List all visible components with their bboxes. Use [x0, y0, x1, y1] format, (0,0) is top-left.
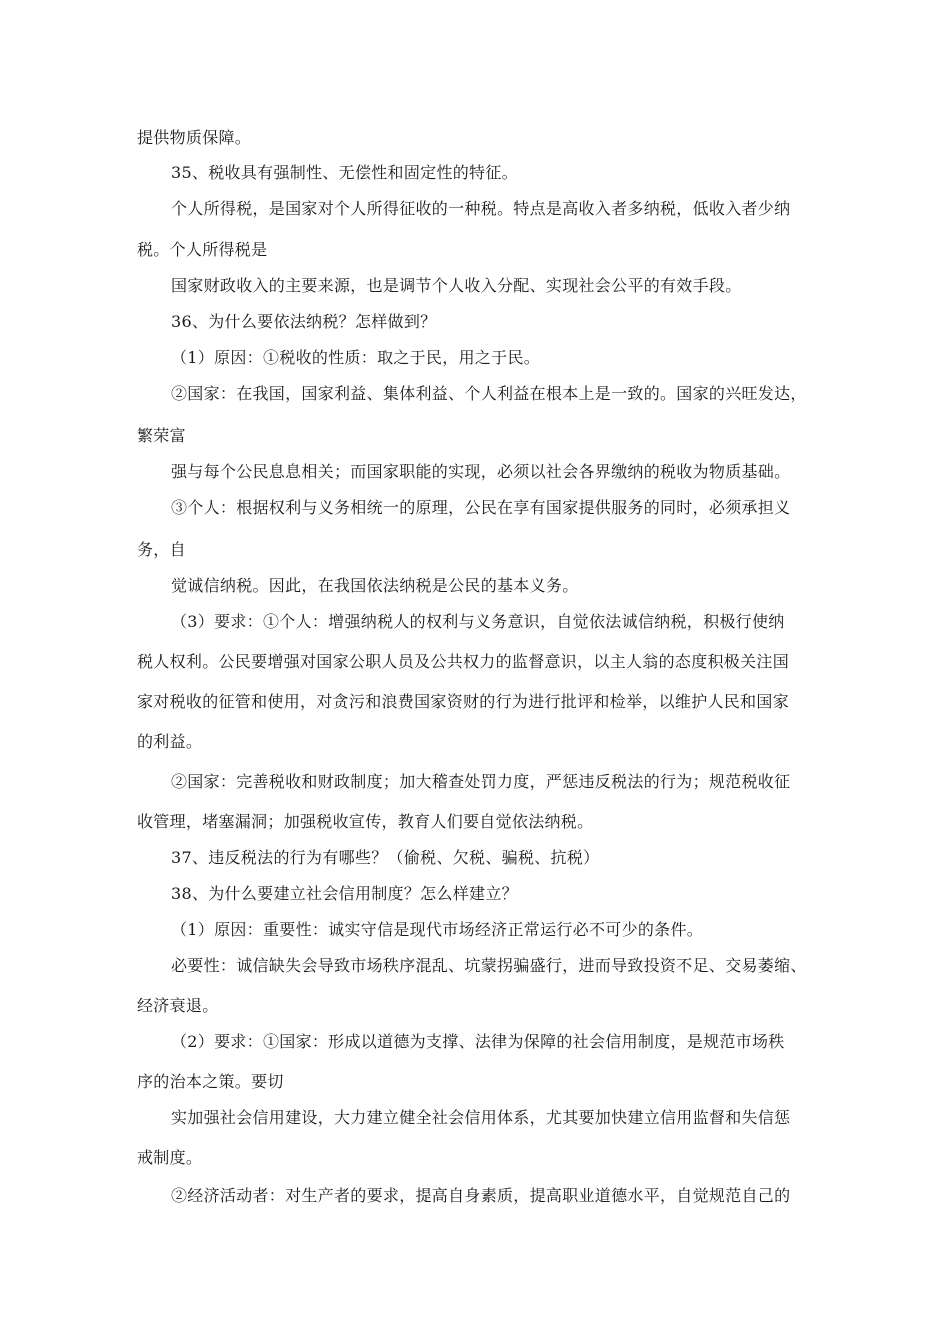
text-line: 繁荣富 [137, 426, 186, 445]
text-line: 35、税收具有强制性、无偿性和固定性的特征。 [171, 163, 518, 182]
text-line: 税。个人所得税是 [137, 240, 268, 259]
text-line: ②经济活动者：对生产者的要求，提高自身素质，提高职业道德水平，自觉规范自己的 [171, 1186, 791, 1205]
text-line: 37、违反税法的行为有哪些？（偷税、欠税、骗税、抗税） [171, 848, 600, 867]
text-line: 税人权利。公民要增强对国家公职人员及公共权力的监督意识，以主人翁的态度积极关注国 [137, 652, 790, 671]
text-line: 序的治本之策。要切 [137, 1072, 284, 1091]
text-line: （2）要求：①国家：形成以道德为支撑、法律为保障的社会信用制度，是规范市场秩 [171, 1032, 785, 1051]
text-line: ②国家：完善税收和财政制度；加大稽查处罚力度，严惩违反税法的行为；规范税收征 [171, 772, 791, 791]
text-line: 强与每个公民息息相关；而国家职能的实现，必须以社会各界缴纳的税收为物质基础。 [171, 462, 791, 481]
text-line: 提供物质保障。 [137, 128, 252, 147]
text-line: 38、为什么要建立社会信用制度？怎么样建立？ [171, 884, 518, 903]
text-line: （3）要求：①个人：增强纳税人的权利与义务意识，自觉依法诚信纳税，积极行使纳 [171, 612, 785, 631]
text-line: 务，自 [137, 540, 186, 559]
text-line: 的利益。 [137, 732, 203, 751]
text-line: 个人所得税，是国家对个人所得征收的一种税。特点是高收入者多纳税，低收入者少纳 [171, 199, 791, 218]
text-line: 36、为什么要依法纳税？怎样做到？ [171, 312, 437, 331]
text-line: 收管理，堵塞漏洞；加强税收宣传，教育人们要自觉依法纳税。 [137, 812, 594, 831]
text-line: 必要性：诚信缺失会导致市场秩序混乱、坑蒙拐骗盛行，进而导致投资不足、交易萎缩、 [171, 956, 807, 975]
text-line: （1）原因：①税收的性质：取之于民，用之于民。 [171, 348, 541, 367]
text-line: 实加强社会信用建设，大力建立健全社会信用体系，尤其要加快建立信用监督和失信惩 [171, 1108, 791, 1127]
text-line: 经济衰退。 [137, 996, 219, 1015]
text-line: ②国家：在我国，国家利益、集体利益、个人利益在根本上是一致的。国家的兴旺发达， [171, 384, 807, 403]
text-line: 国家财政收入的主要来源，也是调节个人收入分配、实现社会公平的有效手段。 [171, 276, 742, 295]
text-line: 戒制度。 [137, 1148, 203, 1167]
text-line: （1）原因：重要性：诚实守信是现代市场经济正常运行必不可少的条件。 [171, 920, 704, 939]
text-line: ③个人：根据权利与义务相统一的原理，公民在享有国家提供服务的同时，必须承担义 [171, 498, 791, 517]
text-line: 觉诚信纳税。因此，在我国依法纳税是公民的基本义务。 [171, 576, 579, 595]
text-line: 家对税收的征管和使用，对贪污和浪费国家资财的行为进行批评和检举，以维护人民和国家 [137, 692, 790, 711]
